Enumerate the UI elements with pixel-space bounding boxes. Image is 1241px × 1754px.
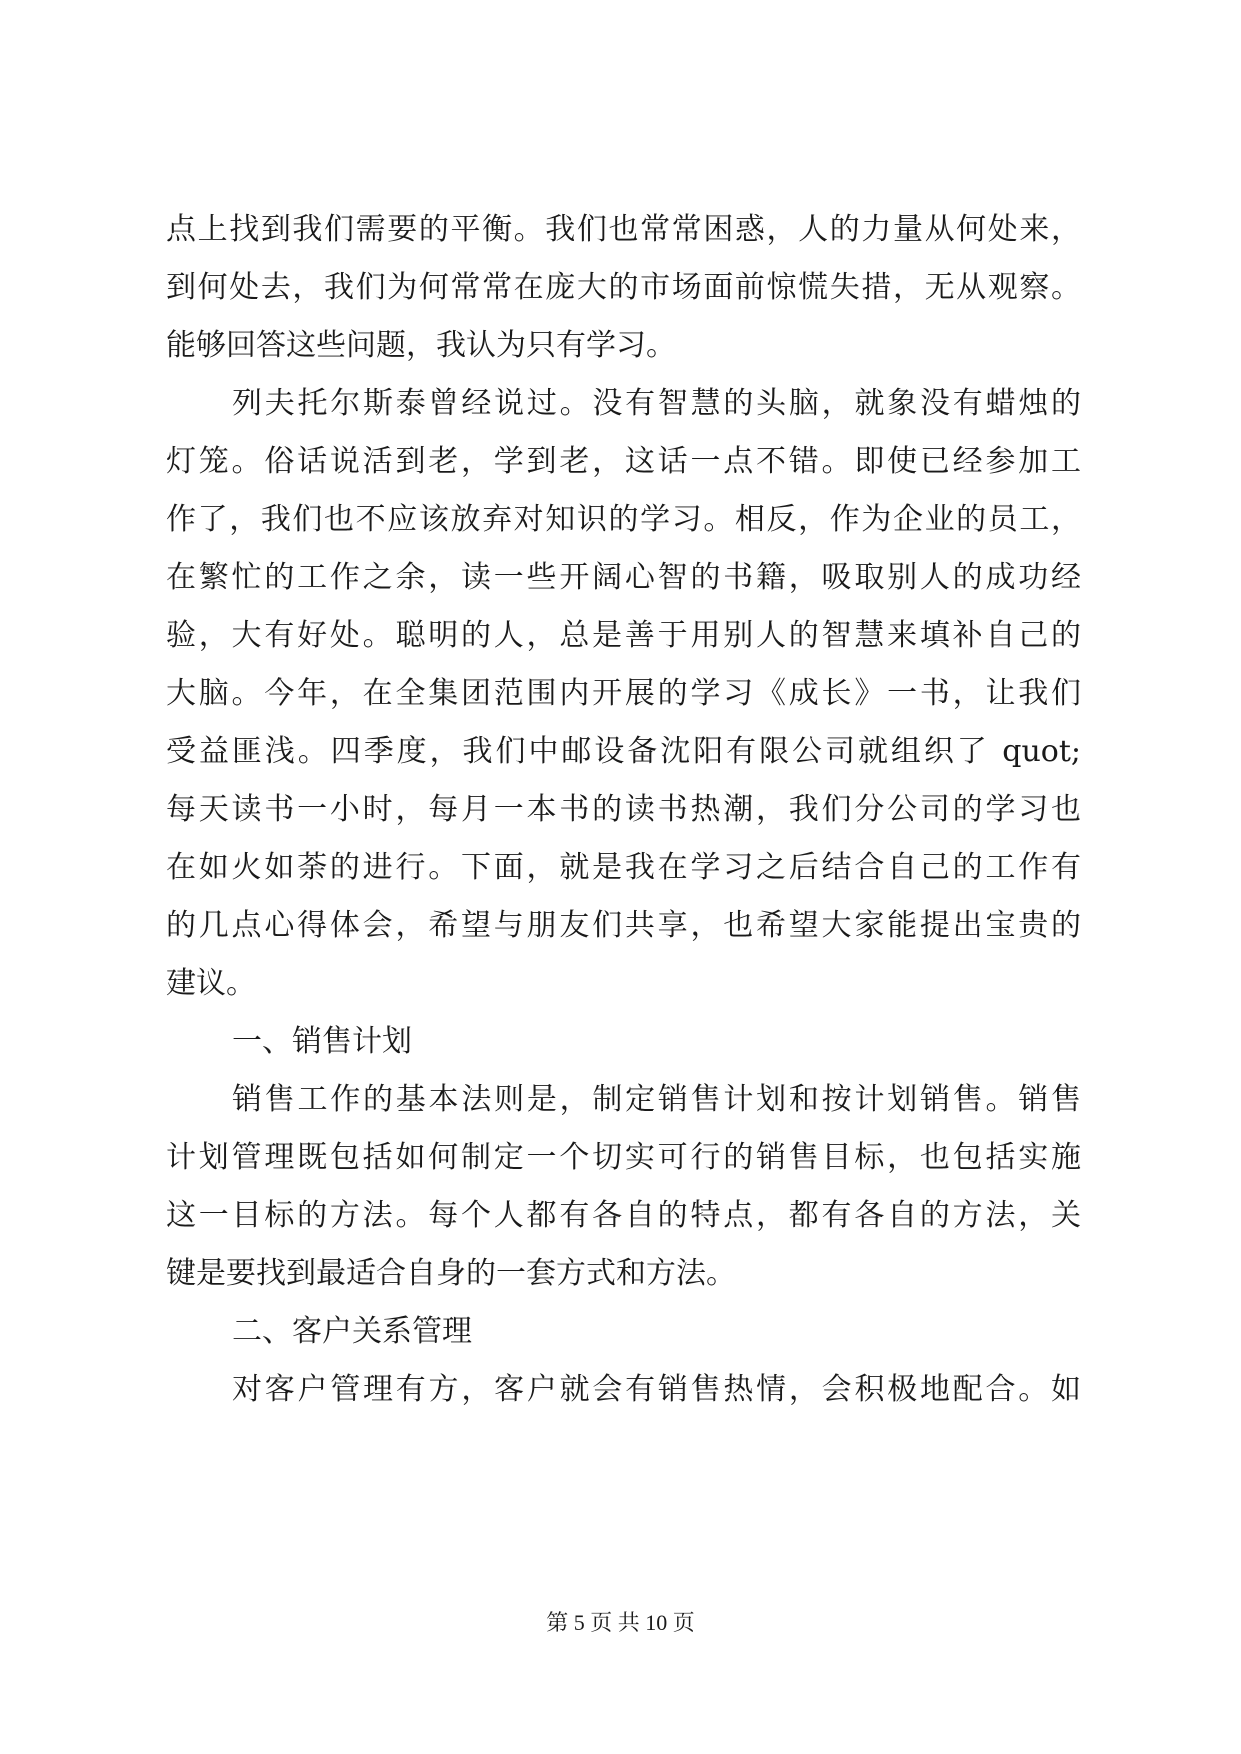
text-line: 到何处去，我们为何常常在庞大的市场面前惊慌失措，无从观察。 (166, 270, 1081, 305)
text-line: 能够回答这些问题，我认为只有学习。 (166, 328, 676, 363)
text-line: 作了，我们也不应该放弃对知识的学习。相反，作为企业的员工， (166, 502, 1081, 537)
text-line: 点上找到我们需要的平衡。我们也常常困惑，人的力量从何处来， (166, 212, 1081, 247)
text-line: 受益匪浅。四季度，我们中邮设备沈阳有限公司就组织了 quot; (166, 734, 1081, 769)
text-line: 灯笼。俗话说活到老，学到老，这话一点不错。即使已经参加工 (166, 444, 1081, 479)
paragraph-start-line: 销售工作的基本法则是，制定销售计划和按计划销售。销售 (232, 1082, 1081, 1117)
text-line: 键是要找到最适合自身的一套方式和方法。 (166, 1256, 736, 1291)
text-line: 在繁忙的工作之余，读一些开阔心智的书籍，吸取别人的成功经 (166, 560, 1081, 595)
text-line: 大脑。今年，在全集团范围内开展的学习《成长》一书，让我们 (166, 676, 1081, 711)
paragraph-start-line: 列夫托尔斯泰曾经说过。没有智慧的头脑，就象没有蜡烛的 (232, 386, 1081, 421)
text-line: 这一目标的方法。每个人都有各自的特点，都有各自的方法，关 (166, 1198, 1081, 1233)
section-heading: 一、销售计划 (232, 1024, 412, 1059)
text-line: 每天读书一小时，每月一本书的读书热潮，我们分公司的学习也 (166, 792, 1081, 827)
page-number-footer: 第 5 页 共 10 页 (546, 1610, 695, 1635)
text-line: 验，大有好处。聪明的人，总是善于用别人的智慧来填补自己的 (166, 618, 1081, 653)
text-line: 建议。 (166, 966, 256, 1001)
section-heading: 二、客户关系管理 (232, 1314, 472, 1349)
text-line: 的几点心得体会，希望与朋友们共享，也希望大家能提出宝贵的 (166, 908, 1081, 943)
text-line: 计划管理既包括如何制定一个切实可行的销售目标，也包括实施 (166, 1140, 1081, 1175)
text-line: 在如火如荼的进行。下面，就是我在学习之后结合自己的工作有 (166, 850, 1081, 885)
paragraph-start-line: 对客户管理有方，客户就会有销售热情，会积极地配合。如 (232, 1372, 1081, 1407)
